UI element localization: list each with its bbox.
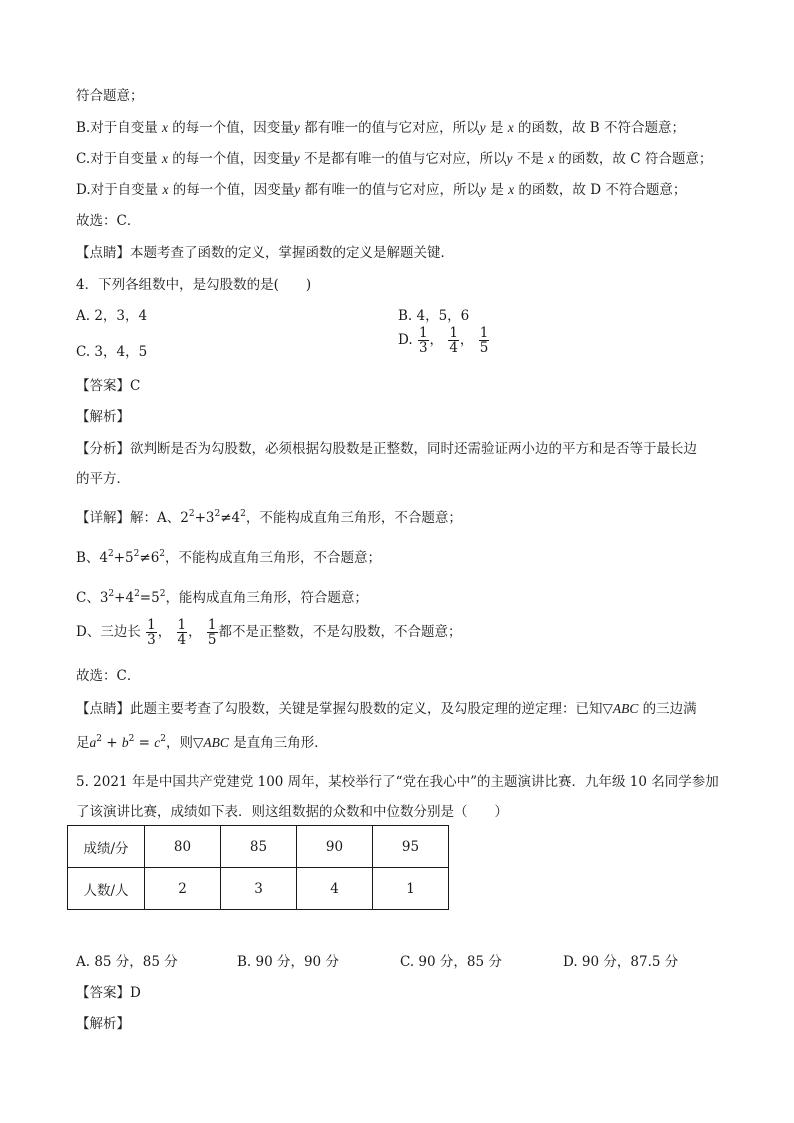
q3-choose: 故选：C．	[76, 213, 141, 229]
fraction-one-third: $\frac{1}{3}$	[418, 325, 428, 356]
q4-option-c: C. 3，4，5	[76, 344, 148, 360]
q5-option-d: D. 90 分，87.5 分	[563, 954, 679, 970]
q4-detail-a: 【详解】解：A、$2^2+3^2\ne 4^2$，不能构成直角三角形，不合题意；	[76, 509, 462, 526]
q4-comment-2: 足$a^2 + b^2 = c^2$，则▽ABC 是直角三角形．	[76, 734, 328, 751]
q3-option-d-explain: D.对于自变量 x 的每一个值，因变量y 都有唯一的值与它对应，所以y 是 x 的函数，故 D 不符合题意；	[76, 182, 687, 198]
table-row	[68, 868, 449, 910]
q3-option-b-explain: B.对于自变量 x 的每一个值，因变量y 都有唯一的值与它对应，所以y 是 x 的函数，故 B 不符合题意；	[76, 120, 685, 136]
q5-analysis-heading: 【解析】	[76, 1016, 130, 1032]
table-cell: 85	[221, 826, 297, 868]
q4-analysis-heading: 【解析】	[76, 409, 130, 425]
fraction-one-fifth: $\frac{1}{5}$	[479, 325, 489, 356]
q5-answer: 【答案】D	[76, 985, 141, 1001]
q4-answer: 【答案】C	[76, 378, 141, 394]
table-cell: 2	[145, 868, 221, 910]
table-row	[68, 826, 449, 868]
table-cell: 80	[145, 826, 221, 868]
q4-stem: 4．下列各组数中，是勾股数的是( )	[76, 277, 312, 293]
q4-detail-d: D、三边长 $\frac{1}{3}$ ， $\frac{1}{4}$ ， $\frac{1}{5}$ 都不是正整数，不是勾股数，不合题意；	[76, 617, 462, 648]
q3-option-c-explain: C.对于自变量 x 的每一个值，因变量y 不是都有唯一的值与它对应，所以y 不是 x 的函数，故 C 符合题意；	[76, 151, 713, 167]
table-cell: 90	[297, 826, 373, 868]
fraction-one-fourth: $\frac{1}{4}$	[449, 325, 458, 356]
table-cell: 1	[373, 868, 449, 910]
q4-detail-b: B、$4^2+5^2\ne 6^2$，不能构成直角三角形，不合题意；	[76, 549, 382, 566]
q5-option-b: B. 90 分，90 分	[237, 954, 339, 970]
q4-option-b: B. 4，5，6	[398, 308, 470, 324]
q4-option-a: A. 2，3，4	[76, 308, 148, 324]
q4-fenxi-1: 【分析】欲判断是否为勾股数，必须根据勾股数是正整数，同时还需验证两小边的平方和是否等于最长边	[76, 441, 697, 457]
score-table	[67, 825, 449, 910]
table-cell: 3	[221, 868, 297, 910]
q3-line-1: 符合题意；	[76, 88, 144, 104]
q5-stem-2: 了该演讲比赛，成绩如下表．则这组数据的众数和中位数分别是（ ）	[76, 804, 508, 820]
table-cell: 95	[373, 826, 449, 868]
q4-fenxi-2: 的平方．	[76, 471, 130, 487]
q5-option-a: A. 85 分，85 分	[76, 954, 178, 970]
table-cell: 成绩/分	[68, 826, 145, 868]
q4-option-d: D. $\frac{1}{3}$ ， $\frac{1}{4}$ ， $\frac{1}{5}$	[398, 325, 489, 356]
q5-option-c: C. 90 分，85 分	[400, 954, 502, 970]
table-cell: 人数/人	[68, 868, 145, 910]
q5-stem-1: 5. 2021 年是中国共产党建党 100 周年，某校举行了“党在我心中”的主题演讲比赛．九年级 10 名同学参加	[76, 774, 719, 790]
q3-comment: 【点睛】本题考查了函数的定义，掌握函数的定义是解题关键．	[76, 245, 454, 261]
q4-detail-c: C、$3^2+4^2=5^2$，能构成直角三角形，符合题意；	[76, 589, 368, 606]
q4-choose: 故选：C．	[76, 668, 141, 684]
q4-comment-1: 【点睛】此题主要考查了勾股数，关键是掌握勾股数的定义，及勾股定理的逆定理：已知▽ABC 的三边满	[76, 701, 697, 717]
table-cell: 4	[297, 868, 373, 910]
